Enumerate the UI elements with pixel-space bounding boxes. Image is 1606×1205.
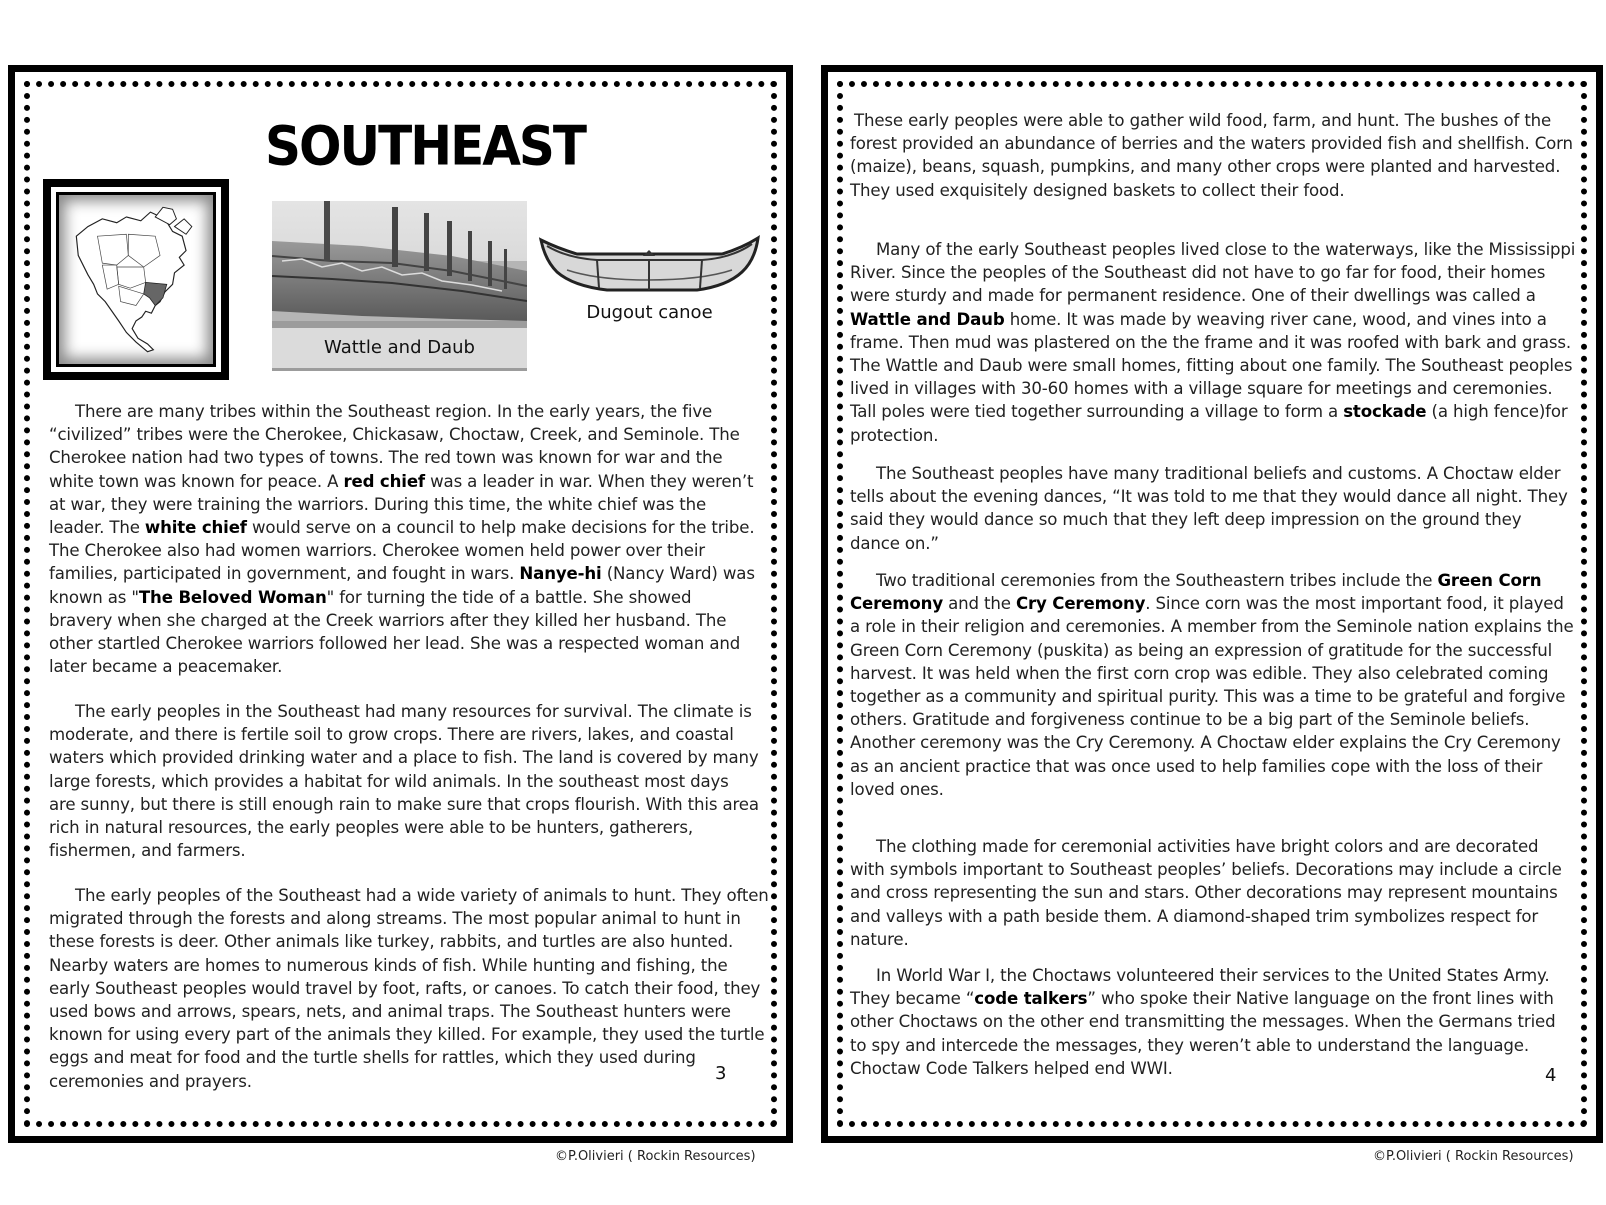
page-number: 3 (715, 1063, 727, 1084)
paragraph-text: There are many tribes within the Southeast region. In the early years, the five “civilized” tribes were the Cherokee, Chickasaw, Choctaw, Creek, and Seminole. The Cherokee nation had two types of towns. The red town was known for war and the white town was known for peace. A red chief was a leader in war. When they weren’t at war, they were training the warriors. During this time, the white chief was the leader. The white chief would serve on a council to help make decisions for the tribe. The Cherokee also had women warriors. Cherokee women held power over their families, participated in government, and fought in wars. Nanye-hi (Nancy Ward) was known as "The Beloved Woman" for turning the tide of a battle. She showed bravery when she charged at the Creek warriors after they killed her husband. The other startled Cherokee warriors followed her lead. She was a respected woman and later became a peacemaker. (49, 402, 755, 677)
north-america-map-frame (43, 179, 229, 380)
canoe-icon (537, 230, 762, 300)
paragraph-tribes (49, 400, 759, 678)
paragraph-code-talkers (850, 964, 1576, 1080)
bold-term: The Beloved Woman (138, 587, 327, 607)
bold-term: stockade (1343, 402, 1427, 422)
dugout-canoe-image (537, 230, 762, 300)
paragraph-hunting (49, 884, 769, 1093)
paragraph-text: The early peoples in the Southeast had many resources for survival. The climate is moderate, and there is fertile soil to grow crops. There are rivers, lakes, and coastal waters which provided drinking water and a place to fish. The land is covered by many large forests, which provides a habitat for wild animals. In the southeast most days are sunny, but there is still enough rain to make sure that crops flourish. With this area rich in natural resources, the early peoples were able to be hunters, gatherers, fishermen, and farmers. (49, 702, 759, 861)
paragraph-clothing (850, 835, 1576, 951)
copyright-footer-left: ©P.Olivieri ( Rockin Resources) (555, 1149, 756, 1164)
photo-caption: Wattle and Daub (272, 328, 527, 368)
paragraph-text: In World War I, the Choctaws volunteered their services to the United States Army. They became “code talkers” who spoke their Native language on the front lines with other Choctaws on the other end transmitting the messages. When the Germans tried to spy and intercede the messages, they weren’t able to understand the language. Choctaw Code Talkers helped end WWI. (850, 966, 1556, 1078)
paragraph-beliefs (850, 462, 1576, 555)
paragraph-text: These early peoples were able to gather wild food, farm, and hunt. The bushes of the forest provided an abundance of berries and the waters provided fish and shellfish. Corn (maize), beans, squash, pumpkins, and many other crops were planted and harvested. They used exquisitely designed baskets to collect their food. (850, 111, 1573, 200)
page-4 (821, 65, 1603, 1143)
paragraph-text: Two traditional ceremonies from the Southeastern tribes include the Green Corn Ceremony and the Cry Ceremony. Since corn was the most important food, it played a role in their religion and ceremonies. A member from the Seminole nation explains the Green Corn Ceremony (puskita) as being an expression of gratitude for the successful harvest. It was held when the first corn crop was edible. They also celebrated coming together as a community and spiritual purity. This was a time to be grateful and forgive others. Gratitude and forgiveness continue to be a big part of the Seminole beliefs. Another ceremony was the Cry Ceremony. A Choctaw elder explains the Cry Ceremony as an ancient practice that was once used to help families cope with the loss of their loved ones. (850, 571, 1574, 799)
page-title: SOUTHEAST (265, 114, 586, 178)
paragraph-resources (49, 700, 759, 862)
paragraph-food (850, 109, 1576, 202)
bold-term: code talkers (974, 989, 1088, 1009)
paragraph-ceremonies (850, 569, 1576, 801)
page-number: 4 (1545, 1065, 1557, 1086)
north-america-map (56, 192, 216, 367)
canoe-caption: Dugout canoe (586, 302, 713, 323)
bold-term: Cry Ceremony (1015, 594, 1146, 614)
page-3 (8, 65, 793, 1143)
paragraph-text: Many of the early Southeast peoples lived close to the waterways, like the Mississippi River. Since the peoples of the Southeast did not have to go far for food, their homes were sturdy and made for permanent residence. One of their dwellings was called a Wattle and Daub home. It was made by weaving river cane, wood, and vines into a frame. Then mud was plastered on the the frame and it was roofed with bark and grass. The Wattle and Daub were small homes, fitting about one family. The Southeast peoples lived in villages with 30-60 homes with a village square for meetings and ceremonies. Tall poles were tied together surrounding a village to form a stockade (a high fence)for protection. (850, 240, 1576, 445)
map-icon (59, 195, 213, 364)
paragraph-text: The Southeast peoples have many traditional beliefs and customs. A Choctaw elder tells about the evening dances, “It was told to me that they would dance all night. They said they would dance so much that they left deep impression on the ground they dance on.” (850, 464, 1568, 553)
bold-term: Wattle and Daub (850, 309, 1005, 329)
copyright-footer-right: ©P.Olivieri ( Rockin Resources) (1373, 1149, 1574, 1164)
bold-term: Green Corn Ceremony (850, 571, 1542, 614)
bold-term: Nanye-hi (519, 564, 602, 584)
bold-term: white chief (144, 518, 247, 538)
bold-term: red chief (343, 471, 425, 491)
paragraph-text: The clothing made for ceremonial activities have bright colors and are decorated with symbols important to Southeast peoples’ beliefs. Decorations may include a circle and cross representing the sun and stars. Other decorations may represent mountains and valleys with a path beside them. A diamond-shaped trim symbolizes respect for nature. (850, 837, 1562, 949)
paragraph-homes (850, 238, 1576, 447)
paragraph-text: The early peoples of the Southeast had a wide variety of animals to hunt. They often migrated through the forests and along streams. The most popular animal to hunt in these forests is deer. Other animals like turkey, rabbits, and turtles are also hunted. Nearby waters are homes to numerous kinds of fish. While hunting and fishing, the early Southeast peoples would travel by foot, rafts, or canoes. To catch their food, they used bows and arrows, spears, nets, and animal traps. The Southeast hunters were known for using every part of the animals they killed. For example, they used the turtle eggs and meat for food and the turtle shells for rattles, which they used during ceremonies and prayers. (49, 886, 769, 1091)
